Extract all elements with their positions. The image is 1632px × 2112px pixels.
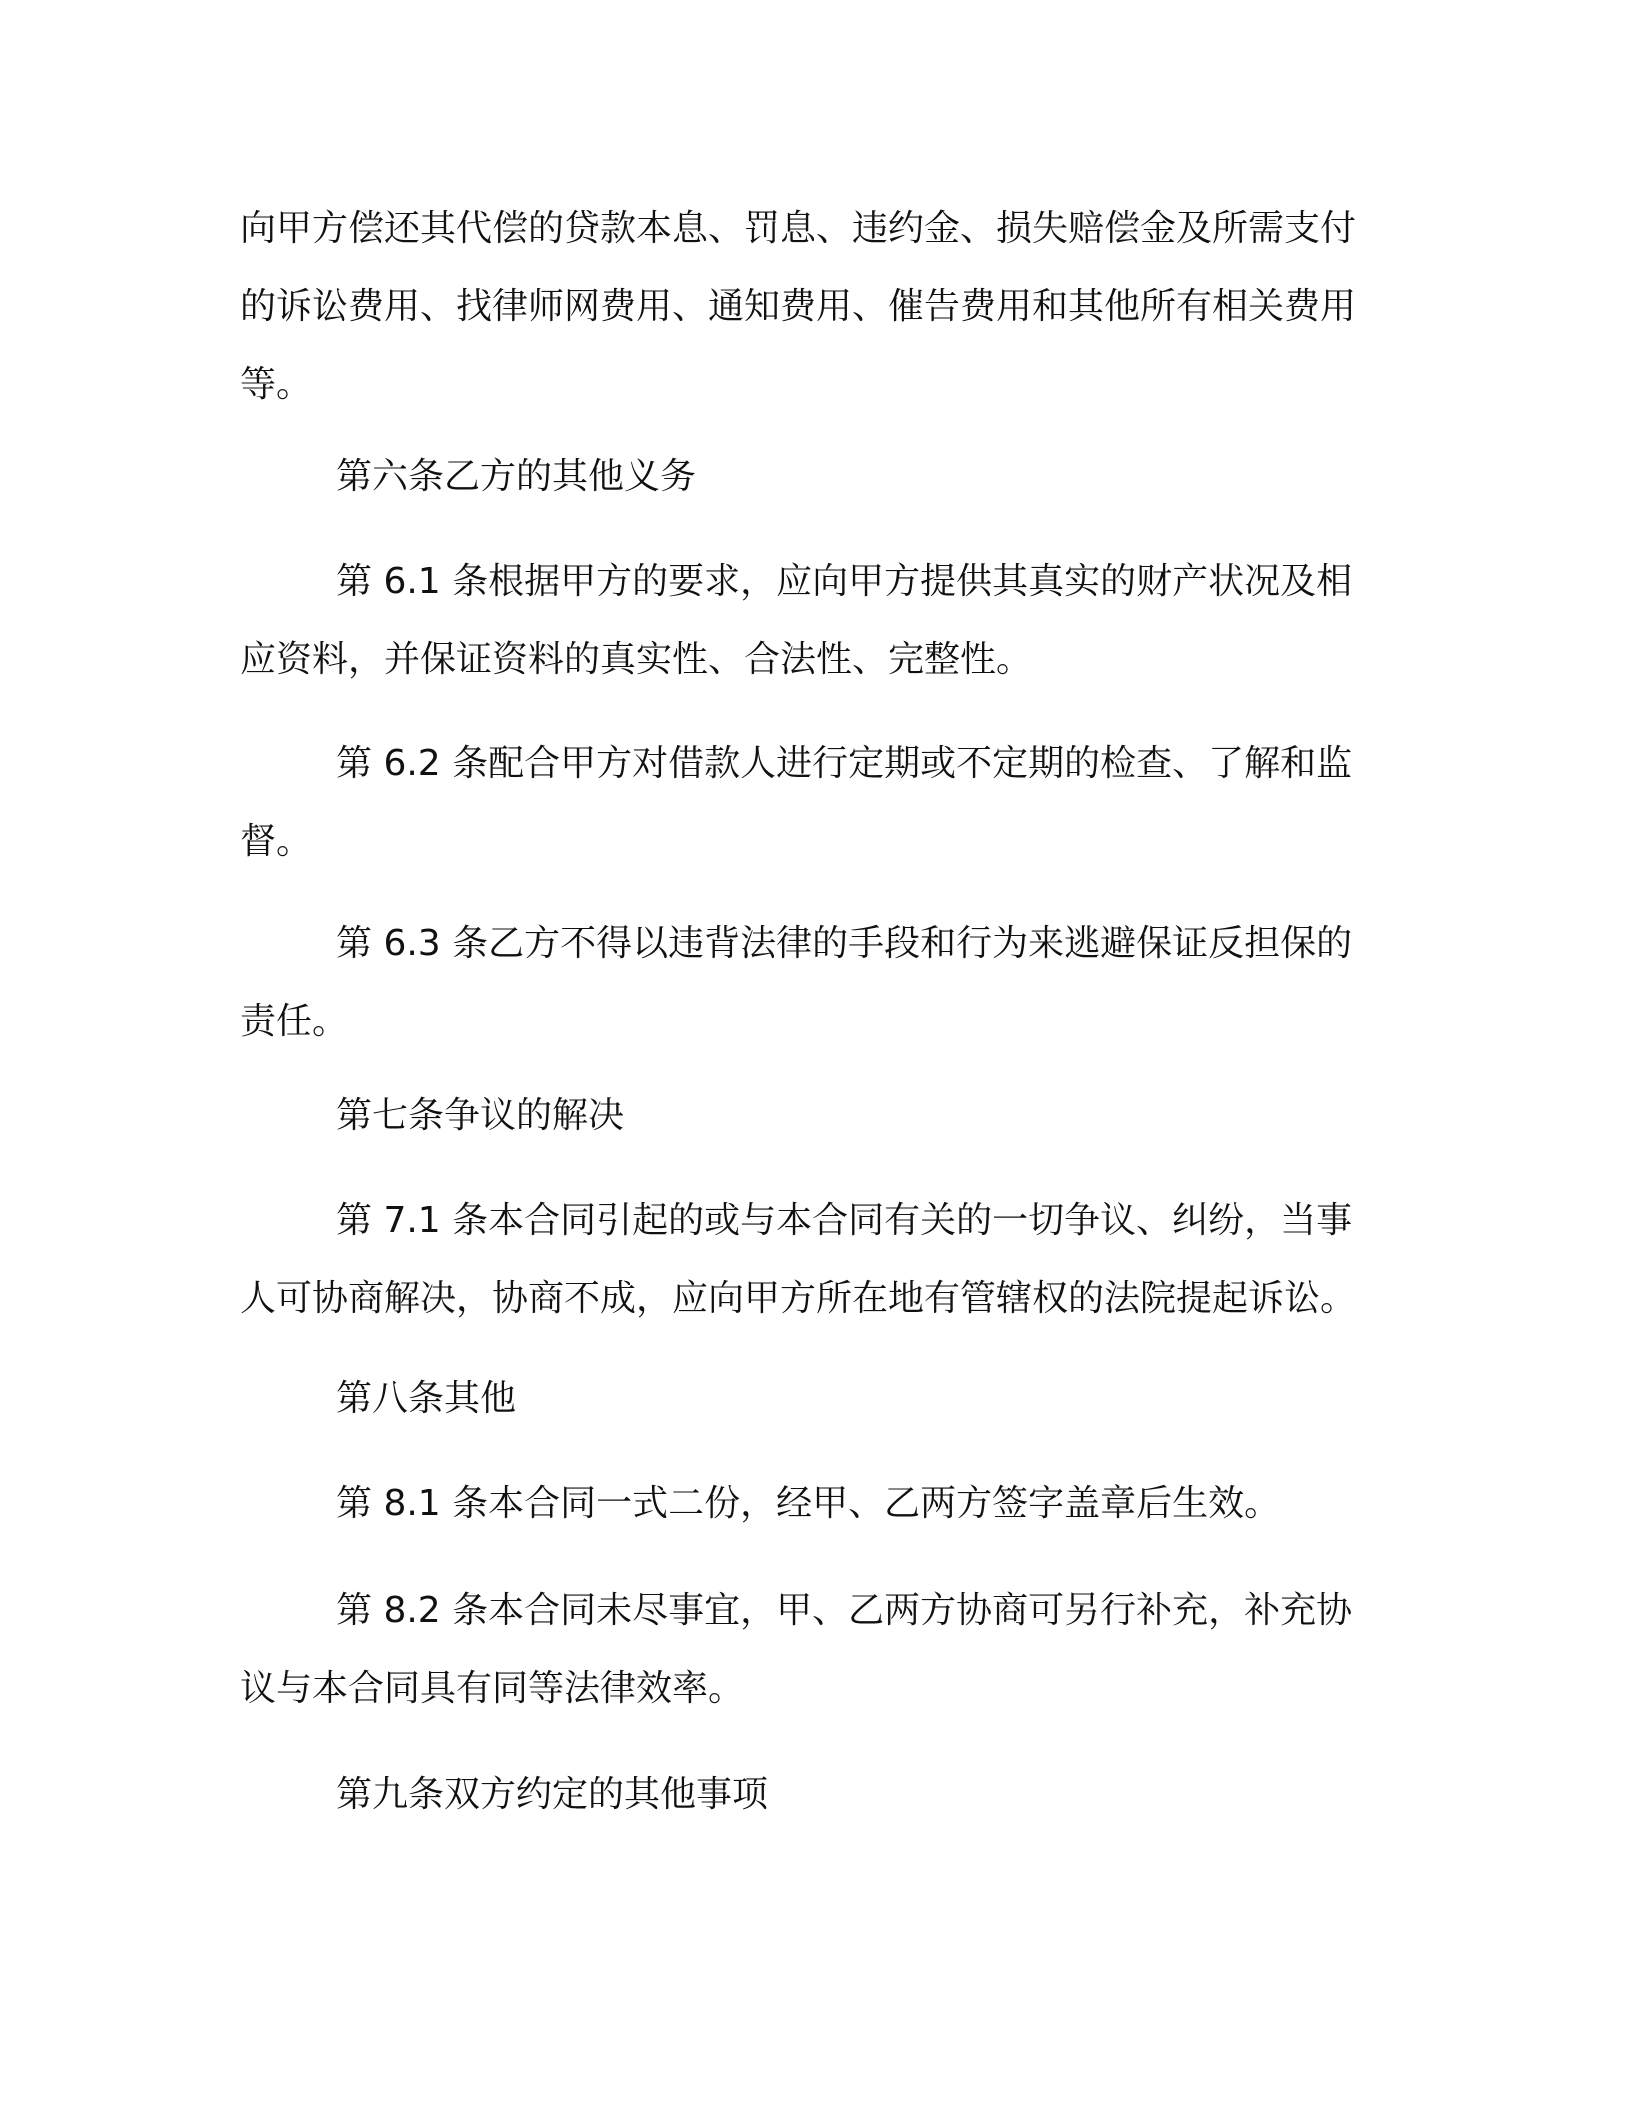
paragraph-8-2: 第 8.2 条本合同未尽事宜，甲、乙两方协商可另行补充，补充协议与本合同具有同等法律效率。 [240, 1590, 1353, 1709]
paragraph-7-1: 第 7.1 条本合同引起的或与本合同有关的一切争议、纠纷，当事人可协商解决，协商不成，应向甲方所在地有管辖权的法院提起诉讼。 [240, 1200, 1357, 1319]
paragraph-6-3: 第 6.3 条乙方不得以违背法律的手段和行为来逃避保证反担保的责任。 [240, 923, 1353, 1042]
heading-article-7: 第七条争议的解决 [336, 1095, 625, 1136]
heading-article-8: 第八条其他 [336, 1378, 517, 1419]
paragraph-8-1: 第 8.1 条本合同一式二份，经甲、乙两方签字盖章后生效。 [336, 1483, 1281, 1524]
paragraph-continuation: 向甲方偿还其代偿的贷款本息、罚息、违约金、损失赔偿金及所需支付的诉讼费用、找律师网费用、通知费用、催告费用和其他所有相关费用等。 [240, 208, 1357, 405]
heading-article-6: 第六条乙方的其他义务 [336, 456, 697, 497]
heading-article-9: 第九条双方约定的其他事项 [336, 1774, 769, 1815]
paragraph-6-2: 第 6.2 条配合甲方对借款人进行定期或不定期的检查、了解和监督。 [240, 743, 1353, 862]
paragraph-6-1: 第 6.1 条根据甲方的要求，应向甲方提供其真实的财产状况及相应资料，并保证资料的真实性、合法性、完整性。 [240, 561, 1353, 680]
